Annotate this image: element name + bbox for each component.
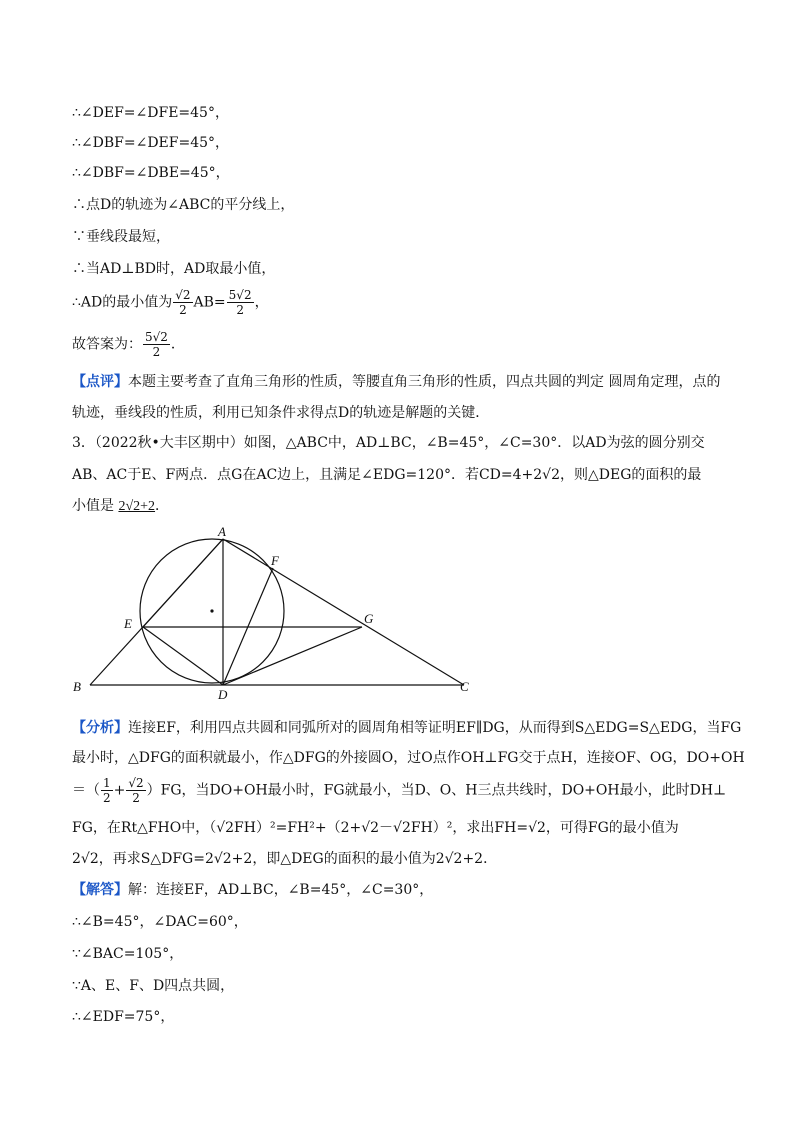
solution-tag: 【解答】: [72, 882, 128, 898]
label-a: A: [218, 525, 226, 539]
text: +: [113, 782, 126, 799]
text: 连接EF，利用四点共圆和同弧所对的圆周角相等证明EF∥DG，从而得到S△EDG=S△EDG，当FG: [128, 720, 742, 736]
solution-line-3: ∵∠BAC=105°，: [72, 946, 184, 962]
denominator: 2: [132, 791, 140, 805]
text: 解：连接EF，AD⊥BC，∠B=45°，∠C=30°，: [128, 882, 434, 898]
text: 故答案为：: [72, 336, 142, 353]
solution-line-5: ∴∠EDF=75°，: [72, 1009, 175, 1025]
circle-center-dot: [210, 609, 213, 612]
label-b: B: [73, 679, 81, 694]
text: 小值是: [72, 498, 114, 514]
analysis-line-2: 最小时，△DFG的面积就最小，作△DFG的外接圆O，过O点作OH⊥FG交于点H，连接OF、OG，DO+OH: [72, 750, 745, 766]
analysis-line-1: [72, 718, 741, 738]
numerator: √2: [175, 288, 191, 302]
label-g: G: [364, 611, 374, 626]
denominator: 2: [236, 303, 244, 317]
proof-line-6: ∴当AD⊥BD时，AD取最小值，: [72, 261, 276, 277]
label-f: F: [271, 553, 279, 568]
text: ）FG，当DO+OH最小时，FG就最小，当D、O、H三点共线时，DO+OH最小，此时DH⊥: [146, 782, 727, 799]
problem-line-3: [72, 496, 169, 517]
text: ，: [254, 294, 269, 311]
text: AB=: [193, 294, 226, 311]
numerator: √2: [128, 776, 144, 790]
analysis-line-3: [72, 776, 726, 805]
label-e: E: [124, 616, 132, 631]
geometry-figure: [70, 525, 480, 705]
fraction: [143, 330, 170, 359]
comment-line-2: 轨迹，垂线段的性质，利用已知条件求得点D的轨迹是解题的关键．: [72, 405, 490, 421]
solution-line-1: [72, 880, 433, 900]
analysis-tag: 【分析】: [72, 720, 128, 736]
numerator: 1: [103, 776, 111, 790]
solution-line-2: ∴∠B=45°，∠DAC=60°，: [72, 914, 248, 930]
fraction: [173, 288, 192, 317]
analysis-line-4: FG，在Rt△FHO中，（√2FH）²=FH²+（2+√2－√2FH）²，求出FH=√2，可得FG的最小值为: [72, 820, 679, 836]
label-d: D: [218, 687, 228, 702]
fraction: [101, 776, 113, 805]
segment-ea: [143, 539, 223, 627]
segment-ac: [223, 539, 464, 685]
numerator: 5√2: [228, 288, 252, 302]
comment-line-1: [72, 372, 720, 392]
text: ∴AD的最小值为: [72, 294, 173, 311]
problem-line-2: AB、AC于E、F两点．点G在AC边上，且满足∠EDG=120°．若CD=4+2√2，则△DEG的面积的最: [72, 467, 702, 483]
text: ＝（: [72, 782, 100, 799]
analysis-line-5: 2√2，再求S△DFG=2√2+2，即△DEG的面积的最小值为2√2+2．: [72, 851, 498, 867]
denominator: 2: [179, 303, 187, 317]
denominator: 2: [103, 791, 111, 805]
denominator: 2: [152, 345, 161, 359]
answer-blank: 2√2+2: [118, 499, 156, 514]
text: ．: [155, 498, 170, 514]
proof-line-7: [72, 288, 269, 317]
comment-tag: 【点评】: [72, 374, 128, 390]
comment-text: 本题主要考查了直角三角形的性质，等腰直角三角形的性质，四点共圆的判定 圆周角定理，点的: [128, 374, 721, 390]
proof-line-5: ∵垂线段最短，: [72, 229, 170, 245]
proof-line-1: ∴∠DEF=∠DFE=45°，: [72, 105, 229, 121]
label-c: C: [460, 679, 469, 694]
fraction: [126, 776, 145, 805]
proof-line-3: ∴∠DBF=∠DBE=45°，: [72, 165, 230, 181]
numerator: 5√2: [145, 330, 168, 344]
text: ．: [170, 336, 185, 353]
fraction: [227, 288, 254, 317]
answer-line: [72, 330, 185, 359]
proof-line-4: ∴点D的轨迹为∠ABC的平分线上，: [72, 197, 295, 213]
solution-line-4: ∵A、E、F、D四点共圆，: [72, 978, 235, 994]
problem-line-1: 3．（2022秋•大丰区期中）如图，△ABC中，AD⊥BC，∠B=45°，∠C=30°．以AD为弦的圆分别交: [72, 435, 705, 451]
proof-line-2: ∴∠DBF=∠DEF=45°，: [72, 135, 230, 151]
